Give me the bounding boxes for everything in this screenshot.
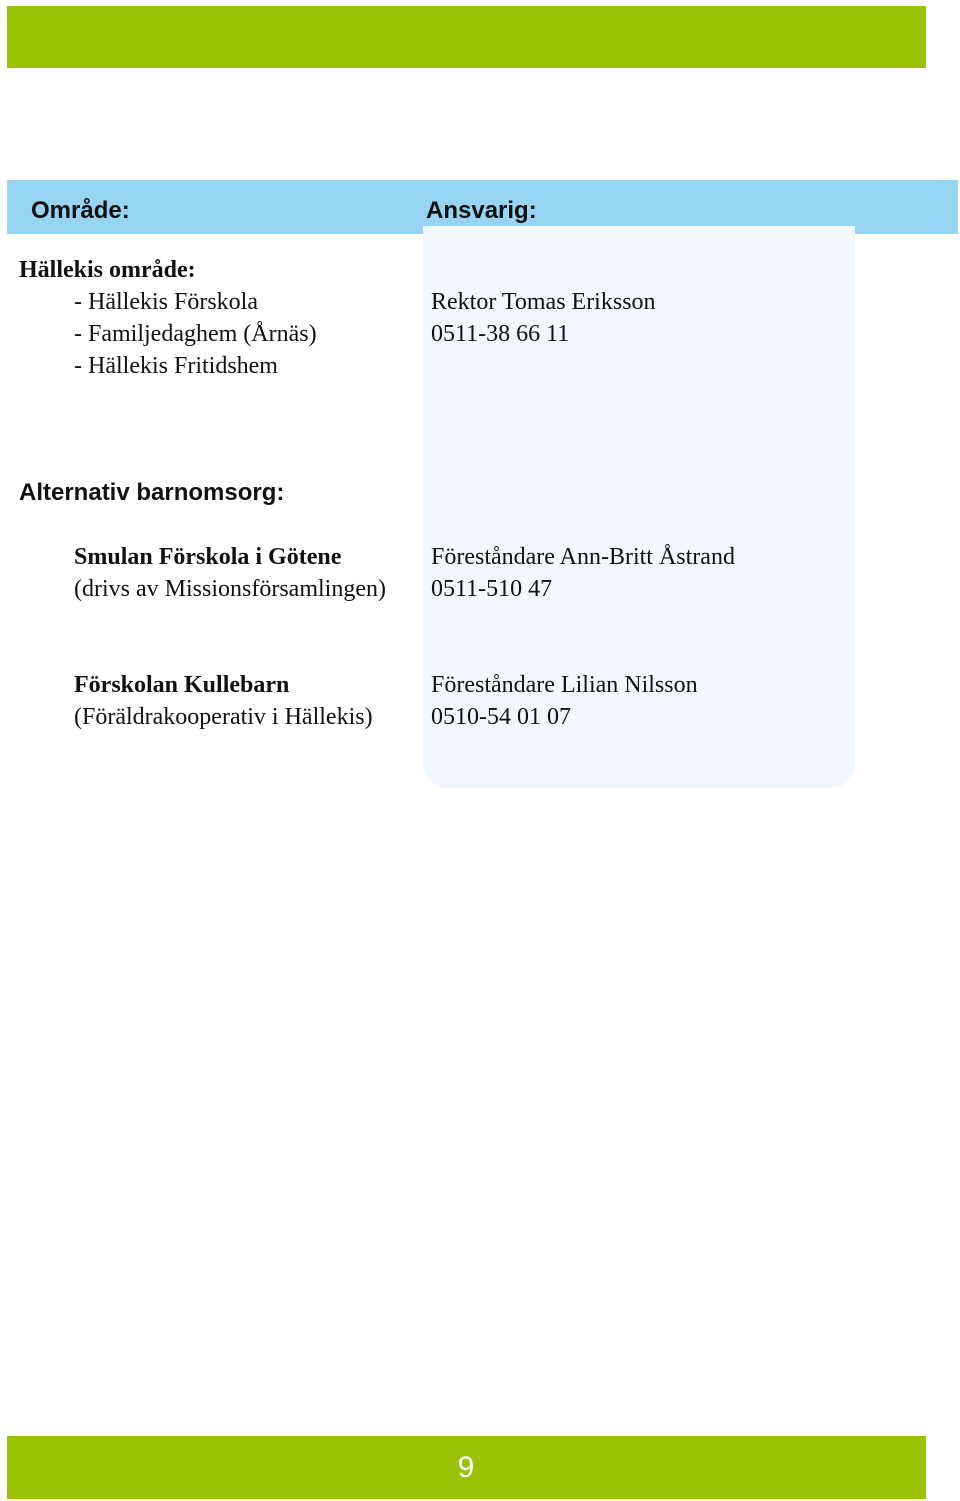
column-header-area: Område: [31,197,130,224]
column-header-responsible: Ansvarig: [426,197,537,224]
contact-name: Föreståndare Ann-Britt Åstrand [431,544,735,570]
contact-phone: 0510-54 01 07 [431,704,571,730]
unit-item: - Familjedaghem (Årnäs) [74,321,317,347]
contact-phone: 0511-510 47 [431,576,553,602]
contact-phone: 0511-38 66 11 [431,321,570,347]
contact-name: Föreståndare Lilian Nilsson [431,672,698,698]
provider-name: Smulan Förskola i Götene [74,544,342,570]
section-title-hallekis: Hällekis område: [19,257,196,283]
provider-name: Förskolan Kullebarn [74,672,290,698]
section-heading-alternative: Alternativ barnomsorg: [19,479,285,506]
unit-item: - Hällekis Förskola [74,289,258,315]
contact-name: Rektor Tomas Eriksson [431,289,656,315]
top-green-bar [7,6,926,68]
provider-note: (drivs av Missionsförsamlingen) [74,576,386,602]
unit-item: - Hällekis Fritidshem [74,353,278,379]
provider-note: (Föräldrakooperativ i Hällekis) [74,704,373,730]
page-number: 9 [457,1451,475,1484]
